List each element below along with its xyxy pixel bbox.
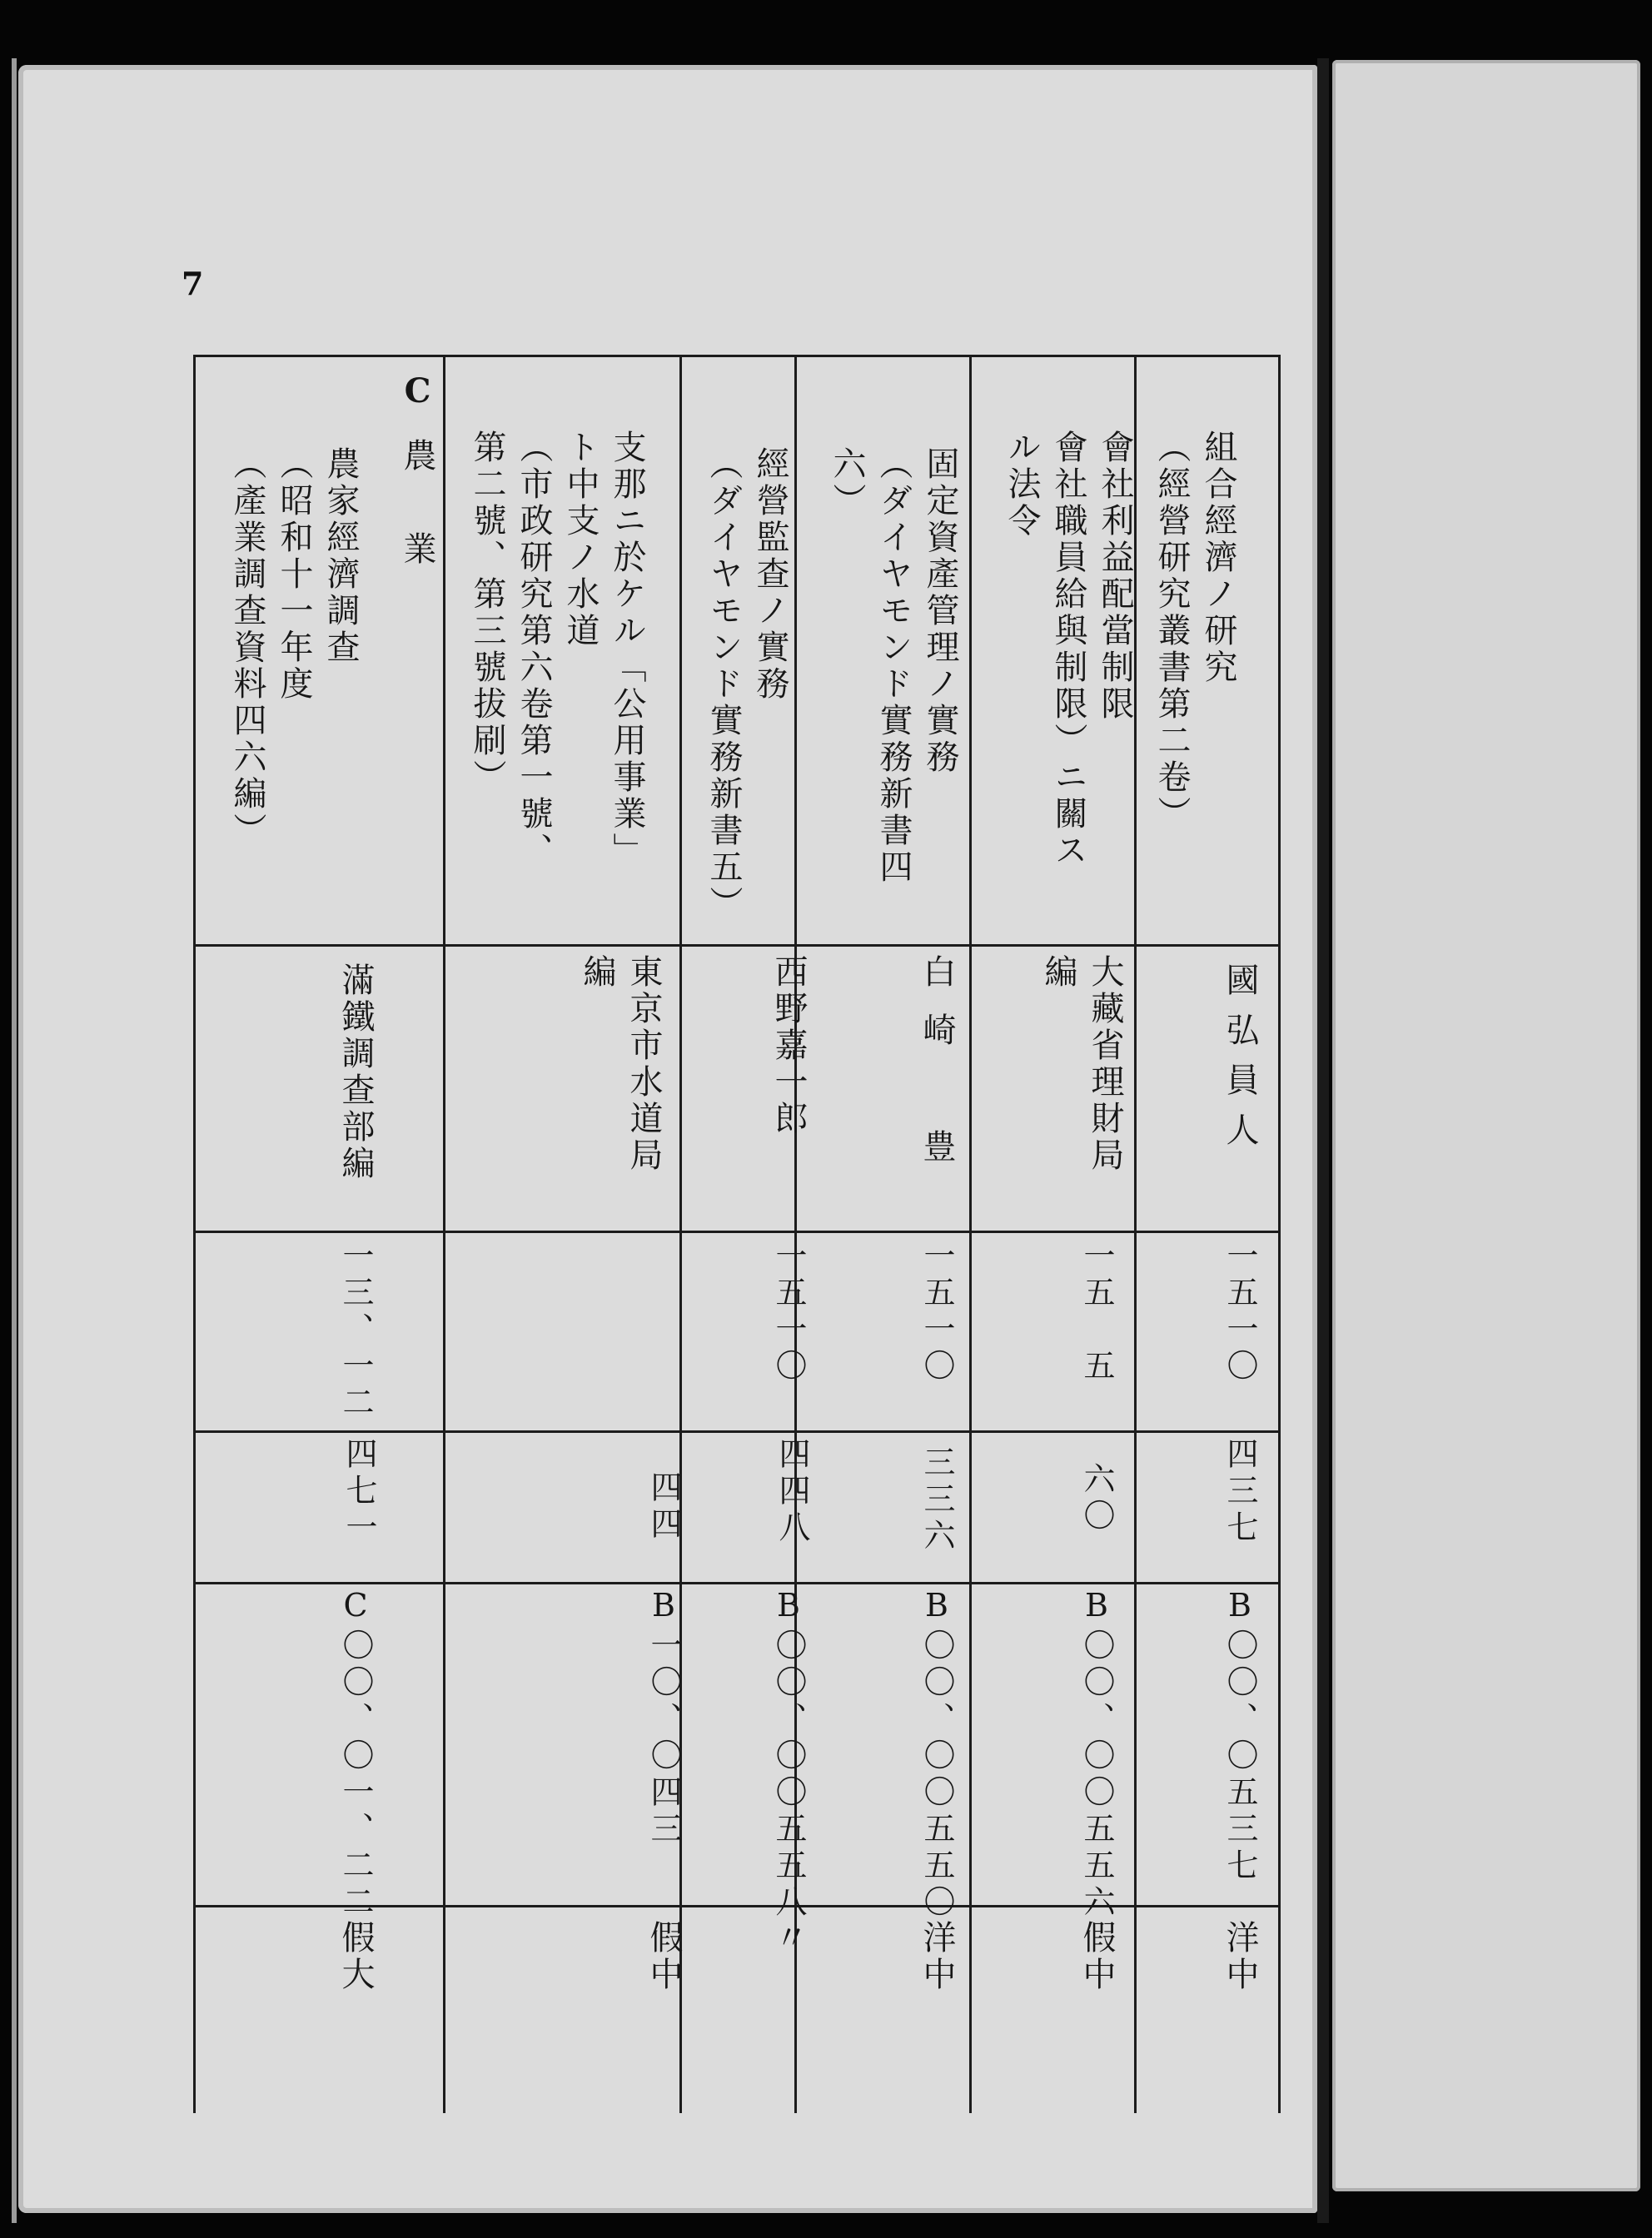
row-5-author: 滿鐵調查部編 — [336, 962, 375, 1182]
table-right-rule — [1278, 355, 1281, 2113]
row-5-code: C〇〇、〇一、二二 — [337, 1587, 374, 1922]
row-5-title — [226, 446, 361, 849]
row-0-type: 洋中 — [1221, 1920, 1259, 1993]
title-line: ト中支ノ水道 — [561, 430, 600, 649]
row-3-pages: 四四八 — [774, 1437, 810, 1547]
row-3-code: B〇〇、〇〇五五八 — [770, 1587, 807, 1922]
row-4-author — [576, 954, 664, 1174]
section-heading: 農 業 — [398, 438, 436, 578]
row-2-price: 一五一〇 — [918, 1239, 955, 1385]
title-line: 組合經濟ノ研究 — [1199, 430, 1237, 686]
author-line: 國弘員人 — [1221, 962, 1259, 1162]
title-line: 會社利益配當制限 — [1096, 430, 1134, 723]
row-4-type: 假中 — [644, 1920, 683, 1993]
author-line: 大藏省理財局 — [1086, 954, 1124, 1174]
row-2-type: 洋中 — [918, 1920, 956, 1993]
row-separator — [443, 355, 445, 2113]
row-5-pages: 四七一 — [341, 1437, 377, 1547]
rule-pages-code — [193, 1582, 1281, 1584]
title-line: 六） — [828, 446, 866, 520]
row-3-type: 〃 — [769, 1920, 808, 1957]
row-0-pages: 四三七 — [1222, 1437, 1258, 1547]
row-0-code: B〇〇、〇五三七 — [1222, 1587, 1258, 1885]
row-1-type: 假中 — [1077, 1920, 1116, 1993]
row-1-code: B〇〇、〇〇五五六 — [1078, 1587, 1115, 1922]
row-4-code: B一〇、〇四三 — [645, 1587, 682, 1848]
row-2-author: 白崎 豊 — [918, 954, 956, 1187]
author-line: 東京市水道局 — [624, 954, 663, 1174]
title-line: （經營研究叢書第二卷） — [1152, 430, 1191, 833]
title-line: （ダイヤモンド實務新書四 — [874, 446, 913, 886]
page-number: 7 — [182, 265, 204, 302]
row-3-price: 一五一〇 — [770, 1239, 807, 1385]
title-line: （市政研究第六卷第一號、 — [515, 430, 553, 869]
row-0-author — [1219, 962, 1261, 1162]
title-line: （產業調查資料四六編） — [228, 446, 266, 849]
row-1-price: 一五 五 — [1078, 1239, 1115, 1385]
row-1-author — [1037, 954, 1126, 1174]
row-0-title — [1151, 430, 1239, 833]
section-mark: C — [398, 371, 437, 414]
row-4-title — [466, 430, 648, 869]
row-separator — [969, 355, 972, 2113]
row-3-title — [703, 446, 791, 923]
rule-price-pages — [193, 1430, 1281, 1433]
row-2-code: B〇〇、〇〇五五〇 — [918, 1587, 955, 1922]
author-line: 編 — [1039, 954, 1077, 991]
title-line: 經營監查ノ實務 — [751, 446, 789, 703]
row-2-title — [826, 446, 961, 886]
table-left-rule — [193, 355, 196, 2113]
title-line: 支那ニ於ケル「公用事業」 — [608, 430, 646, 869]
book-gutter — [1317, 58, 1329, 2223]
rule-title-author — [193, 944, 1281, 947]
rule-author-price — [193, 1231, 1281, 1233]
title-line: ル法令 — [1003, 430, 1041, 540]
row-3-author: 西野嘉一郎 — [769, 954, 808, 1137]
table-top-rule — [193, 355, 1281, 357]
title-line: 農家經濟調查 — [321, 446, 360, 666]
row-0-price: 一五一〇 — [1222, 1239, 1258, 1385]
row-5-price: 一三、一二 — [337, 1239, 374, 1422]
row-2-pages: 三三六 — [918, 1445, 955, 1555]
catalog-table — [193, 355, 1281, 2113]
title-line: 固定資產管理ノ實務 — [921, 446, 959, 776]
title-line: （昭和十一年度 — [275, 446, 313, 703]
row-5-type: 假大 — [336, 1920, 375, 1993]
author-line: 編 — [578, 954, 616, 991]
row-separator — [679, 355, 682, 2113]
title-line: （ダイヤモンド實務新書五） — [704, 446, 743, 923]
title-line: 第二號、第三號拔刷） — [468, 430, 506, 796]
row-1-title — [1001, 430, 1136, 869]
row-4-pages: 四四 — [645, 1470, 682, 1544]
title-line: 會社職員給與制限）ニ關ス — [1049, 430, 1087, 869]
page-edge — [12, 58, 17, 2223]
book-page-right — [1332, 60, 1640, 2191]
row-1-pages: 六〇 — [1078, 1462, 1115, 1535]
